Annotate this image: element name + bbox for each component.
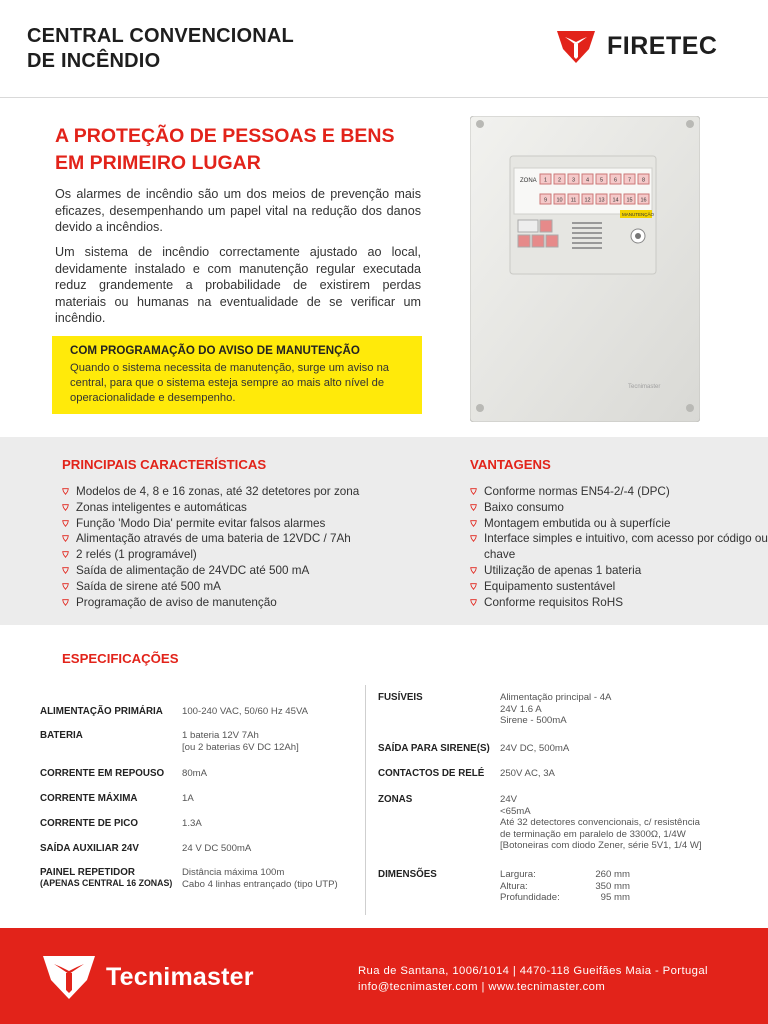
zone-number: 8: [641, 177, 646, 184]
spec-label: [40, 867, 172, 888]
spec-label: CORRENTE DE PICO: [40, 818, 138, 829]
advantages-heading: VANTAGENS: [470, 457, 551, 472]
list-item: [470, 579, 768, 595]
list-item-text: Zonas inteligentes e automáticas: [76, 500, 247, 514]
shield-bullet-icon: [62, 504, 69, 511]
list-item: [62, 500, 359, 516]
dimension-value: 350 mm: [595, 880, 630, 892]
shield-bullet-icon: [470, 599, 477, 606]
list-item: [62, 563, 359, 579]
list-item-text: Conforme normas EN54-2/-4 (DPC): [484, 485, 670, 498]
footer-address: Rua de Santana, 1006/1014 | 4470-118 Gueifães Maia - Portugal: [358, 965, 708, 977]
shield-bullet-icon: [62, 520, 69, 527]
shield-bullet-icon: [62, 599, 69, 606]
zone-number: 11: [570, 197, 577, 204]
list-item-text: Alimentação através de uma bateria de 12VDC / 7Ah: [76, 532, 351, 546]
zone-number: 12: [584, 197, 591, 204]
list-item: [62, 516, 359, 532]
header: [0, 0, 768, 98]
footer-contact: [358, 964, 708, 995]
spec-label: ZONAS: [378, 794, 413, 805]
list-item: [62, 531, 359, 547]
zone-number: 9: [543, 197, 548, 204]
maintenance-callout: [52, 336, 422, 414]
list-item: [62, 579, 359, 595]
firetec-brand-name: FIRETEC: [607, 31, 718, 60]
dimension-value: 95 mm: [600, 892, 630, 904]
spec-label: SAÍDA AUXILIAR 24V: [40, 843, 139, 854]
spec-value: 1.3A: [182, 818, 202, 829]
list-item-text: Saída de sirene até 500 mA: [76, 579, 221, 593]
dimensions-table: [500, 869, 630, 904]
list-item: [470, 595, 768, 611]
list-item: [470, 516, 768, 532]
document-title-line1: CENTRAL CONVENCIONAL: [27, 25, 294, 47]
list-item: [470, 484, 768, 500]
zone-number: 2: [557, 177, 562, 184]
shield-bullet-icon: [62, 567, 69, 574]
footer: [0, 928, 768, 1024]
list-item-text: Programação de aviso de manutenção: [76, 595, 277, 609]
intro-paragraph-1: Os alarmes de incêndio são um dos meios de prevenção mais eficazes, desempenhando um papel vital na redução dos danos devido a incêndios.: [55, 187, 421, 234]
shield-bullet-icon: [470, 535, 477, 542]
document-title: [27, 24, 294, 74]
zone-number: 10: [556, 197, 563, 204]
spec-value: 24 V DC 500mA: [182, 843, 252, 854]
zone-number: 13: [598, 197, 605, 204]
main-features: [62, 457, 359, 610]
list-item-text: Utilização de apenas 1 bateria: [484, 563, 642, 577]
zone-number: 5: [599, 177, 604, 184]
zone-number: 15: [626, 197, 633, 204]
intro-paragraph-2: Um sistema de incêndio correctamente ajustado ao local, devidamente instalado e com manutenção regular executada reduz grandemente a probabilidade de existirem perdas materiais ou humanas na eventualidade de se verificar um incêndio.: [55, 245, 421, 325]
zone-number: 4: [585, 177, 590, 184]
spec-value: 24V <65mA Até 32 detectores convencionais, c/ resistência de terminação em paralelo de 3300Ω, 1/4W [Botoneiras com diodo Zener, série 5V1, 1/4 W]: [500, 794, 702, 852]
zone-number: 14: [612, 197, 619, 204]
tecnimaster-logo: [40, 952, 254, 1002]
dimension-name: Largura:: [500, 869, 536, 880]
headline: [55, 123, 395, 177]
specs-divider: [365, 685, 366, 915]
list-item-text: Conforme requisitos RoHS: [484, 595, 624, 609]
fire-panel-product-image: [470, 116, 700, 422]
spec-label: BATERIA: [40, 730, 83, 741]
firetec-brand: [555, 26, 717, 66]
spec-label-main: PAINEL REPETIDOR: [40, 867, 135, 878]
list-item-text: Função 'Modo Dia' permite evitar falsos alarmes: [76, 516, 326, 530]
shield-bullet-icon: [470, 504, 477, 511]
specs-heading: ESPECIFICAÇÕES: [62, 651, 179, 666]
firetec-logo-icon: [555, 27, 597, 65]
shield-bullet-icon: [470, 488, 477, 495]
spec-value: 1A: [182, 793, 194, 804]
list-item: [62, 484, 359, 500]
list-item-text: Baixo consumo: [484, 500, 564, 514]
list-item-text: 2 relés (1 programável): [76, 548, 197, 562]
spec-value: Distância máxima 100m Cabo 4 linhas entrançado (tipo UTP): [182, 867, 338, 890]
spec-label: ALIMENTAÇÃO PRIMÁRIA: [40, 706, 163, 717]
dimension-name: Profundidade:: [500, 892, 560, 904]
spec-label: CORRENTE MÁXIMA: [40, 793, 138, 804]
shield-bullet-icon: [62, 488, 69, 495]
panel-maintenance-label: MANUTENÇÃO: [622, 212, 655, 217]
shield-bullet-icon: [470, 520, 477, 527]
spec-label: SAÍDA PARA SIRENE(S): [378, 743, 490, 754]
advantages: [470, 457, 768, 610]
panel-maker: Tecnimaster: [628, 384, 661, 390]
zone-number: 7: [627, 177, 632, 184]
spec-value: 24V DC, 500mA: [500, 743, 570, 754]
callout-title: COM PROGRAMAÇÃO DO AVISO DE MANUTENÇÃO: [70, 344, 360, 357]
panel-zone-label: ZONA: [520, 178, 537, 184]
spec-label: CONTACTOS DE RELÉ: [378, 768, 485, 779]
headline-line1: A PROTEÇÃO DE PESSOAS E BENS: [55, 125, 395, 147]
list-item-text: Interface simples e intuitivo, com acesso por código ou chave: [484, 532, 768, 562]
callout-text: Quando o sistema necessita de manutenção, surge um aviso na central, para que o sistema esteja sempre ao mais alto nível de operacionalidade e desempenho.: [70, 362, 390, 404]
shield-bullet-icon: [62, 583, 69, 590]
list-item: [470, 500, 768, 516]
list-item: [470, 563, 768, 579]
list-item: [62, 595, 359, 611]
advantages-list: [470, 484, 768, 610]
spec-label: CORRENTE EM REPOUSO: [40, 768, 165, 779]
list-item-text: Montagem embutida ou à superfície: [484, 516, 671, 530]
footer-links[interactable]: info@tecnimaster.com | www.tecnimaster.com: [358, 980, 606, 993]
spec-label: DIMENSÕES: [378, 869, 437, 880]
list-item: [62, 547, 359, 563]
zone-number: 6: [613, 177, 618, 184]
shield-bullet-icon: [62, 535, 69, 542]
shield-bullet-icon: [62, 551, 69, 558]
tecnimaster-brand-name: Tecnimaster: [106, 962, 254, 991]
spec-value: 1 bateria 12V 7Ah [ou 2 baterias 6V DC 12Ah]: [182, 730, 299, 753]
list-item-text: Modelos de 4, 8 e 16 zonas, até 32 detetores por zona: [76, 485, 360, 498]
spec-value: 100-240 VAC, 50/60 Hz 45VA: [182, 706, 309, 717]
features-section: [0, 437, 768, 625]
headline-line2: EM PRIMEIRO LUGAR: [55, 152, 261, 174]
list-item-text: Saída de alimentação de 24VDC até 500 mA: [76, 563, 310, 577]
main-features-heading: PRINCIPAIS CARACTERÍSTICAS: [62, 457, 267, 472]
dimension-value: 260 mm: [595, 869, 630, 880]
shield-bullet-icon: [470, 567, 477, 574]
main-features-list: [62, 484, 359, 610]
spec-value: 250V AC, 3A: [500, 768, 555, 779]
tecnimaster-logo-icon: [40, 952, 98, 1002]
spec-label-sub: (APENAS CENTRAL 16 ZONAS): [40, 878, 173, 888]
zone-number: 16: [640, 197, 647, 204]
list-item: [470, 531, 768, 563]
zone-number: 1: [543, 177, 548, 184]
shield-bullet-icon: [470, 583, 477, 590]
spec-value: 80mA: [182, 768, 208, 779]
spec-value: Alimentação principal - 4A 24V 1.6 A Sirene - 500mA: [500, 692, 612, 727]
dimension-name: Altura:: [500, 880, 528, 892]
spec-label: FUSÍVEIS: [378, 692, 423, 703]
list-item-text: Equipamento sustentável: [484, 579, 616, 593]
document-title-line2: DE INCÊNDIO: [27, 50, 161, 72]
zone-number: 3: [571, 177, 576, 184]
